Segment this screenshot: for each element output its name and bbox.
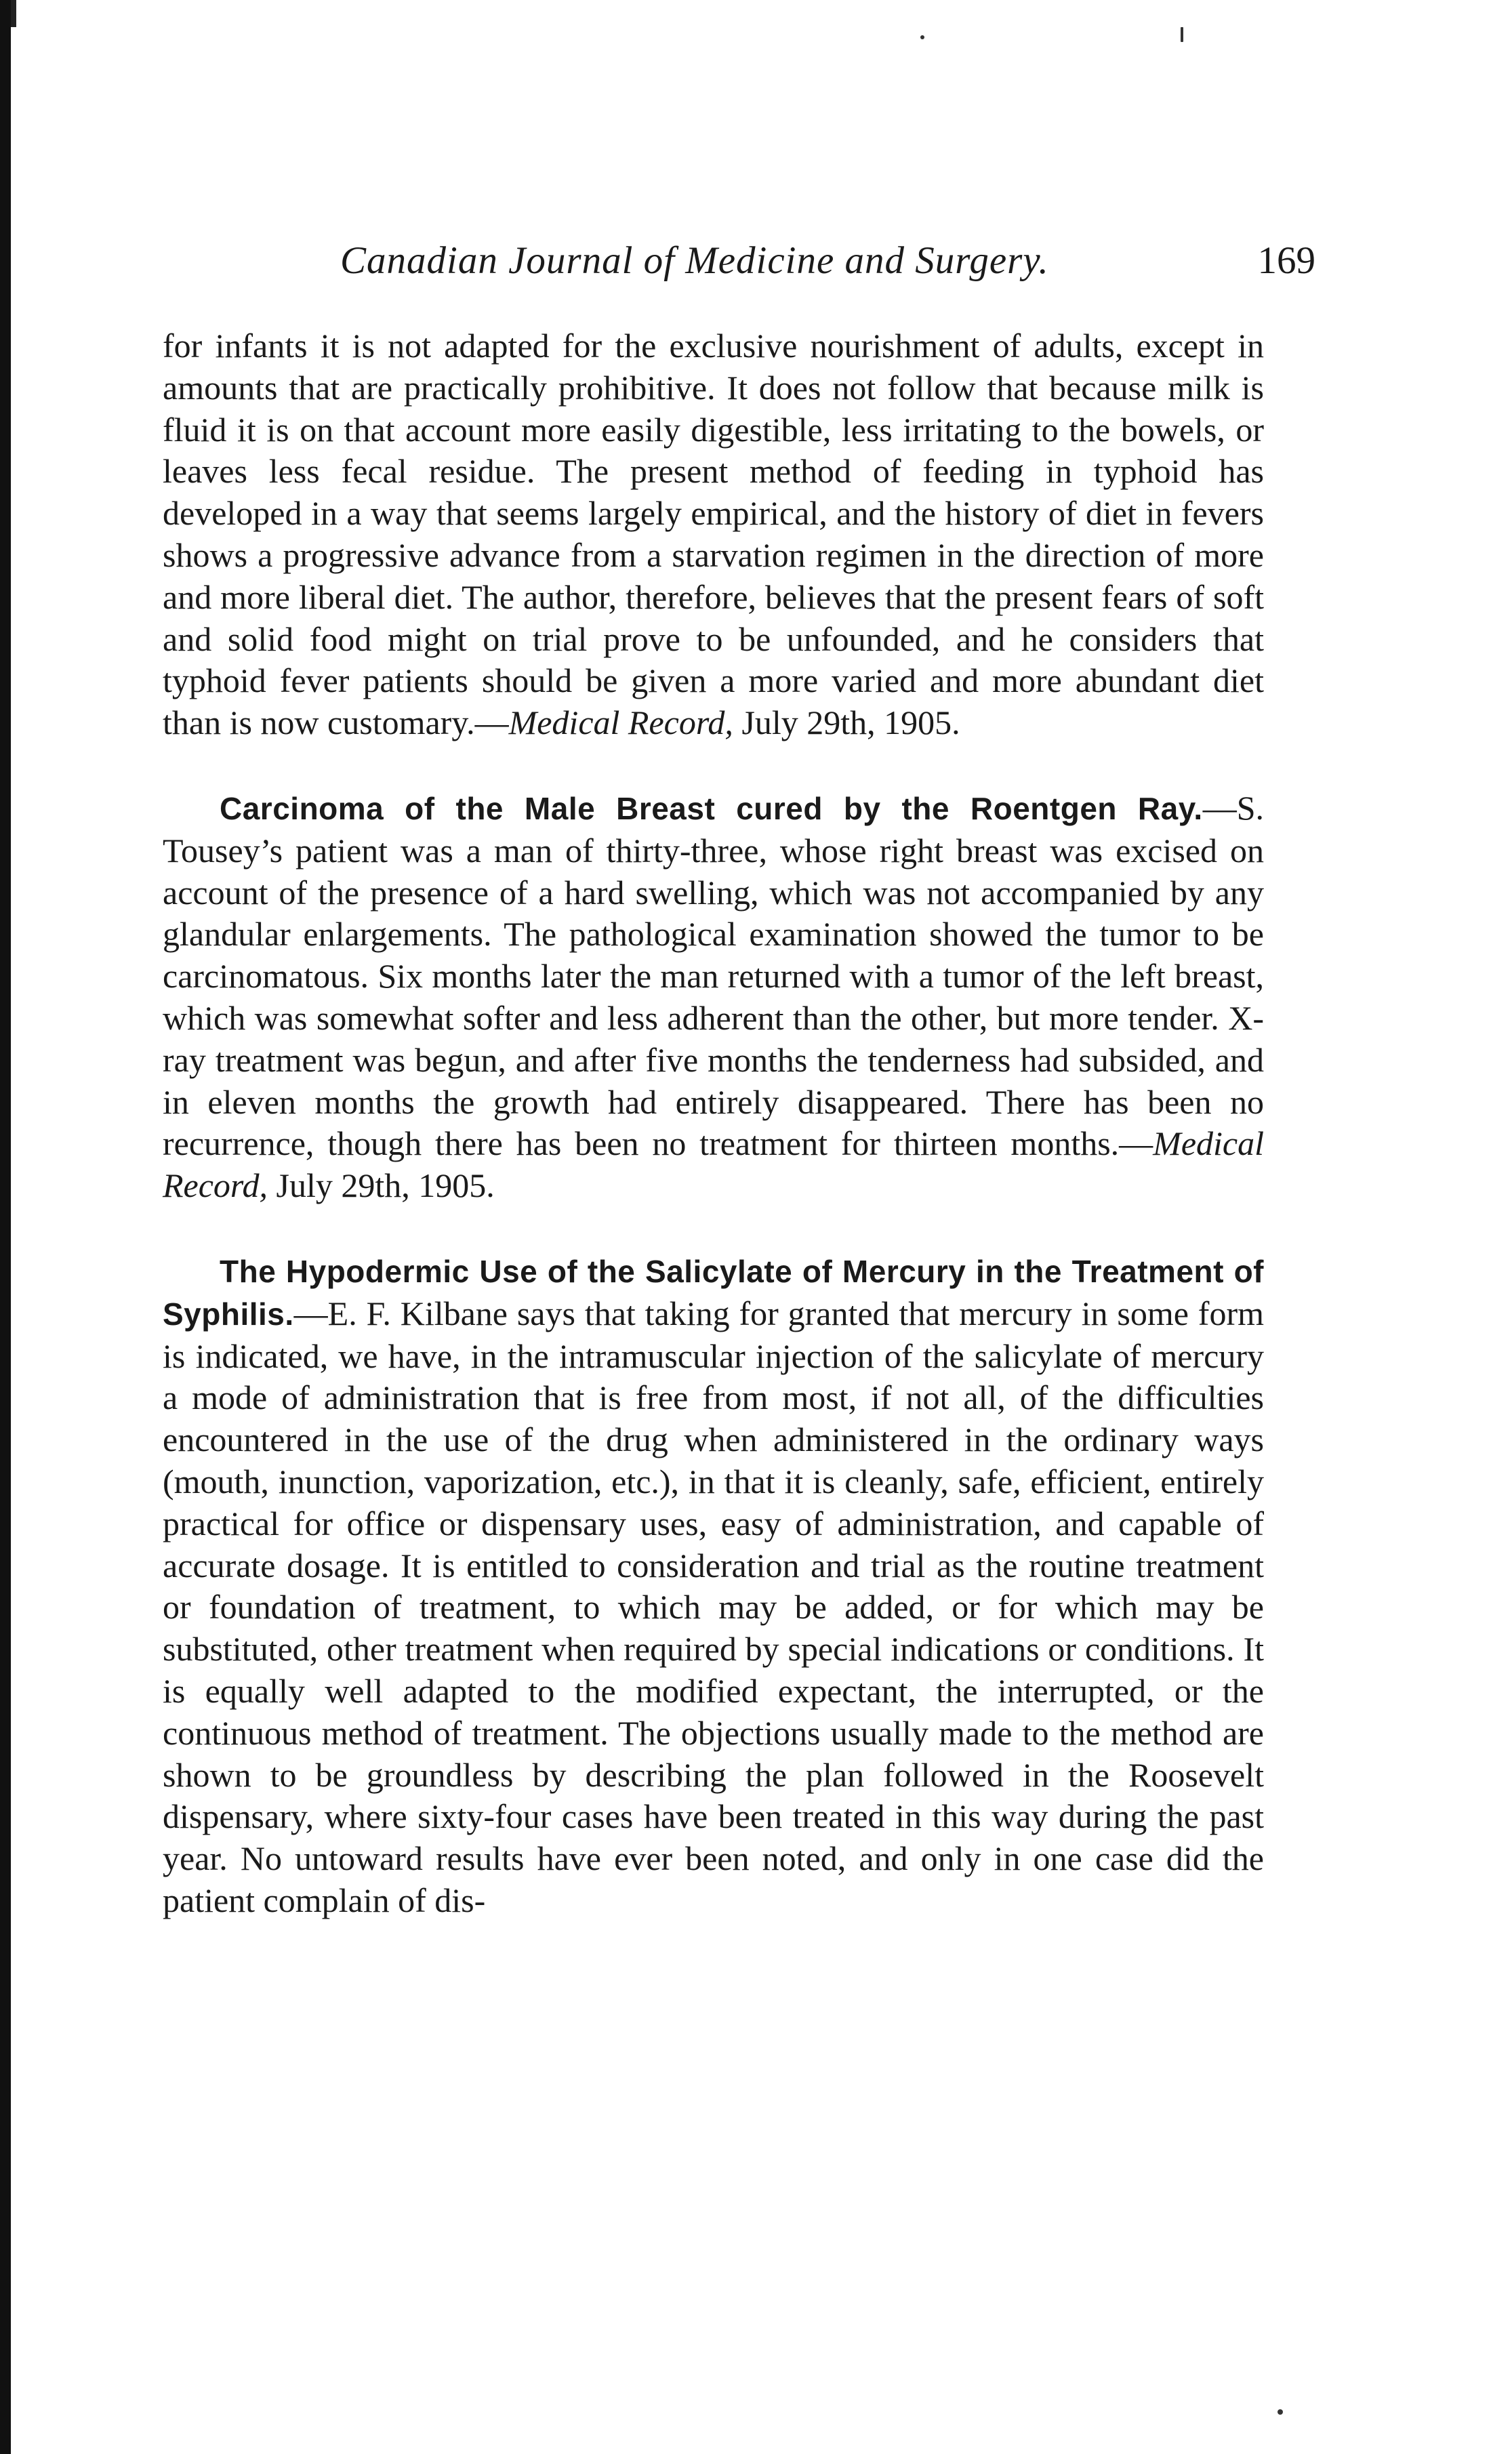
article-heading: Carcinoma of the Male Breast cured by the Roentgen Ray. <box>220 790 1203 826</box>
running-head <box>163 234 1315 288</box>
scan-speck <box>1278 2409 1283 2415</box>
article-heading: The Hypodermic Use of the Salicylate of Mercury in the Treatment of Syphilis. <box>163 1253 1264 1332</box>
scan-speck <box>1181 27 1183 42</box>
page-number: 169 <box>1257 239 1315 282</box>
scan-border-mark <box>11 0 16 27</box>
scan-speck <box>920 35 924 39</box>
article-salicylate-mercury <box>163 1250 1264 1922</box>
citation-date: July 29th, 1905. <box>268 1166 495 1205</box>
journal-title: Canadian Journal of Medicine and Surgery. <box>340 239 1049 282</box>
citation-source: Medical Record, <box>163 1124 1264 1205</box>
scan-border <box>0 0 11 2454</box>
paragraph-text: for infants it is not adapted for the exclusive nourishment of adults, except in amounts that are practically prohibitive. It does not follow that because milk is fluid it is on that account more easily digestible, less irritating to the bowels, or leaves less fecal residue. The present method of feeding in typhoid has developed in a way that seems largely empirical, and the history of diet in fevers shows a progressive advance from a starvation regimen in the direction of more and more liberal diet. The author, therefore, believes that the present fears of soft and solid food might on trial prove to be unfounded, and he considers that typhoid fever patients should be given a more varied and more abundant diet than is now customary.— <box>163 327 1264 742</box>
text-column <box>163 325 1264 1922</box>
citation-date: July 29th, 1905. <box>733 703 960 742</box>
citation-source: Medical Record, <box>508 703 733 742</box>
article-carcinoma <box>163 788 1264 1207</box>
article-body: —S. Tousey’s patient was a man of thirty-three, whose right breast was excised on account of the presence of a hard swelling, which was not accompanied by any glandular enlargements. The pathological examination showed the tumor to be carcinomatous. Six months later the man returned with a tumor of the left breast, which was somewhat softer and less adherent than the other, but more tender. X-ray treatment was begun, and after five months the tenderness had subsided, and in eleven months the growth had entirely disappeared. There has been no recurrence, though there has been no treatment for thirteen months.— <box>163 788 1264 1163</box>
article-body: —E. F. Kilbane says that taking for granted that mercury in some form is indicated, we have, in the intramuscular injection of the salicylate of mercury a mode of administration that is free from most, if not all, of the difficulties encountered in the use of the drug when administered in the ordinary ways (mouth, inunction, vaporization, etc.), in that it is cleanly, safe, efficient, entirely practical for office or dispensary uses, easy of administration, and capable of accurate dosage. It is entitled to consideration and trial as the routine treatment or foundation of treatment, to which may be added, or for which may be substituted, other treatment when required by special indications or conditions. It is equally well adapted to the modified expectant, the interrupted, or the continuous method of treatment. The objections usually made to the method are shown to be groundless by describing the plan followed in the Roosevelt dispensary, where sixty-four cases have been treated in this way during the past year. No untoward results have ever been noted, and only in one case did the patient complain of dis- <box>163 1294 1264 1919</box>
continued-paragraph <box>163 325 1264 744</box>
